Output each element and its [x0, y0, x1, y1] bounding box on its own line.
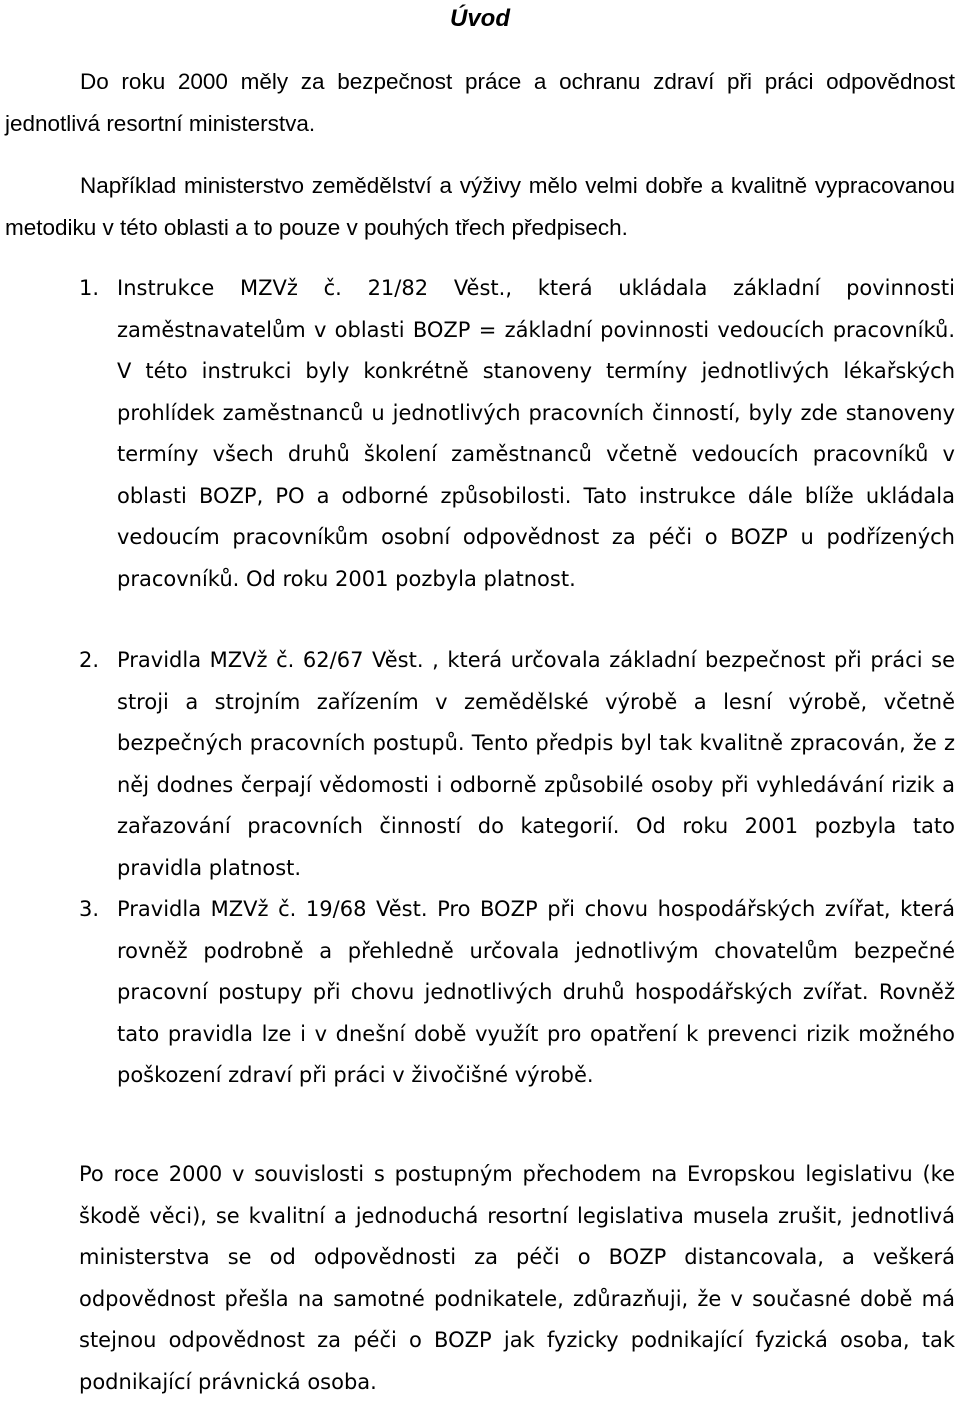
list-item-text: Instrukce MZVž č. 21/82 Věst., která ukládala základní povinnosti zaměstnavatelům v oblasti BOZP = základní povinnosti vedoucích pracovníků. V této instrukci byly konkrétně stanoveny termíny jednotlivých lékařských prohlídek zaměstnanců u jednotlivých pracovních činností, byly zde stanoveny termíny všech druhů školení zaměstnanců včetně vedoucích pracovníků v oblasti BOZP, PO a odborné způsobilosti. Tato instrukce dále blíže ukládala vedoucím pracovníkům osobní odpovědnost za péči o BOZP u podřízených pracovníků. Od roku 2001 pozbyla platnost. — [117, 276, 955, 591]
example-paragraph: Například ministerstvo zemědělství a výživy mělo velmi dobře a kvalitně vypracovanou metodiku v této oblasti a to pouze v pouhých třech předpisech. — [5, 173, 955, 240]
list-item-number: 2. — [79, 648, 100, 672]
closing-paragraph: Po roce 2000 v souvislosti s postupným přechodem na Evropskou legislativu (ke škodě věci), se kvalitní a jednoduchá resortní legislativa musela zrušit, jednotlivá ministerstva se od odpovědnosti za péči o BOZP distancovala, a veškerá odpovědnost přešla na samotné podnikatele, zdůrazňuji, že v současné době má stejnou odpovědnost za péči o BOZP jak fyzicky podnikající fyzická osoba, tak podnikající právnická osoba. — [79, 1162, 955, 1394]
list-item-text: Pravidla MZVž č. 62/67 Věst. , která určovala základní bezpečnost při práci se stroji a strojním zařízením v zemědělské výrobě a lesní výrobě, včetně bezpečných pracovních postupů. Tento předpis byl tak kvalitně zpracován, že z něj dodnes čerpají vědomosti i odborně způsobilé osoby při vyhledávání rizik a zařazování pracovních činností do kategorií. Od roku 2001 pozbyla tato pravidla platnost. — [117, 648, 955, 880]
page-title: Úvod — [450, 5, 510, 32]
list-item-number: 3. — [79, 897, 100, 921]
list-item-number: 1. — [79, 276, 100, 300]
intro-paragraph: Do roku 2000 měly za bezpečnost práce a ochranu zdraví při práci odpovědnost jednotlivá resortní ministerstva. — [5, 69, 955, 136]
list-item-text: Pravidla MZVž č. 19/68 Věst. Pro BOZP při chovu hospodářských zvířat, která rovněž podrobně a přehledně určovala jednotlivým chovatelům bezpečné pracovní postupy při chovu jednotlivých druhů hospodářských zvířat. Rovněž tato pravidla lze i v dnešní době využít pro opatření k prevenci rizik možného poškození zdraví při práci v živočišné výrobě. — [117, 897, 955, 1087]
